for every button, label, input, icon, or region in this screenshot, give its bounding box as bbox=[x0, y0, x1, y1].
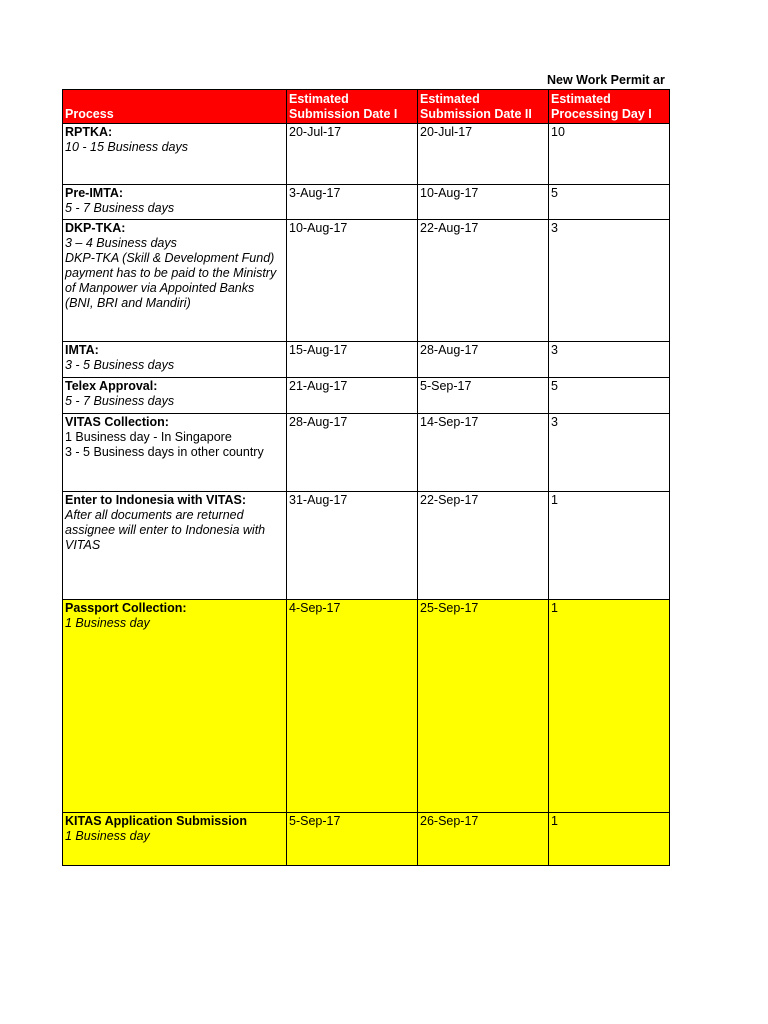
process-name: RPTKA: bbox=[65, 125, 113, 139]
submission-date-2-cell: 5-Sep-17 bbox=[418, 378, 549, 414]
table-row bbox=[63, 220, 670, 342]
processing-day-cell: 5 bbox=[549, 378, 670, 414]
process-cell bbox=[63, 492, 287, 600]
submission-date-2-cell: 14-Sep-17 bbox=[418, 414, 549, 492]
table-row bbox=[63, 813, 670, 866]
submission-date-2-cell: 22-Sep-17 bbox=[418, 492, 549, 600]
process-detail: 10 - 15 Business days bbox=[65, 140, 188, 154]
process-cell bbox=[63, 124, 287, 185]
process-name: Pre-IMTA: bbox=[65, 186, 124, 200]
processing-day-cell: 5 bbox=[549, 185, 670, 220]
submission-date-1-cell: 4-Sep-17 bbox=[287, 600, 418, 813]
process-detail: 3 - 5 Business days bbox=[65, 358, 175, 372]
process-cell bbox=[63, 378, 287, 414]
process-detail: 1 Business day - In Singapore bbox=[65, 430, 232, 444]
table-row bbox=[63, 414, 670, 492]
process-name: DKP-TKA: bbox=[65, 221, 126, 235]
processing-day-cell: 3 bbox=[549, 414, 670, 492]
submission-date-1-cell: 15-Aug-17 bbox=[287, 342, 418, 378]
process-cell bbox=[63, 414, 287, 492]
submission-date-1-cell: 3-Aug-17 bbox=[287, 185, 418, 220]
submission-date-2-cell: 28-Aug-17 bbox=[418, 342, 549, 378]
submission-date-1-cell: 20-Jul-17 bbox=[287, 124, 418, 185]
submission-date-2-cell: 25-Sep-17 bbox=[418, 600, 549, 813]
submission-date-1-cell: 5-Sep-17 bbox=[287, 813, 418, 866]
document-title: New Work Permit ar bbox=[547, 73, 665, 87]
submission-date-1-cell: 31-Aug-17 bbox=[287, 492, 418, 600]
processing-day-cell: 1 bbox=[549, 600, 670, 813]
process-detail: After all documents are returned assignee will enter to Indonesia with VITAS bbox=[65, 508, 266, 552]
table-row bbox=[63, 492, 670, 600]
process-name: Telex Approval: bbox=[65, 379, 158, 393]
process-detail: 5 - 7 Business days bbox=[65, 201, 175, 215]
submission-date-1-cell: 28-Aug-17 bbox=[287, 414, 418, 492]
submission-date-1-cell: 21-Aug-17 bbox=[287, 378, 418, 414]
header-row bbox=[63, 90, 670, 124]
process-detail: 1 Business day bbox=[65, 616, 150, 630]
process-cell bbox=[63, 185, 287, 220]
process-cell bbox=[63, 220, 287, 342]
processing-day-cell: 3 bbox=[549, 342, 670, 378]
header-submission-date-2: Estimated Submission Date II bbox=[418, 90, 549, 124]
process-detail: 3 - 5 Business days in other country bbox=[65, 445, 264, 459]
process-name: VITAS Collection: bbox=[65, 415, 169, 429]
process-cell bbox=[63, 342, 287, 378]
process-name: Passport Collection: bbox=[65, 601, 187, 615]
table-row bbox=[63, 124, 670, 185]
process-cell bbox=[63, 813, 287, 866]
process-cell bbox=[63, 600, 287, 813]
process-detail: DKP-TKA (Skill & Development Fund) payment has to be paid to the Ministry of Manpower via Appointed Banks (BNI, BRI and Mandiri) bbox=[65, 251, 277, 310]
process-detail: 1 Business day bbox=[65, 829, 150, 843]
process-name: Enter to Indonesia with VITAS: bbox=[65, 493, 247, 507]
processing-day-cell: 10 bbox=[549, 124, 670, 185]
submission-date-1-cell: 10-Aug-17 bbox=[287, 220, 418, 342]
submission-date-2-cell: 22-Aug-17 bbox=[418, 220, 549, 342]
processing-day-cell: 3 bbox=[549, 220, 670, 342]
header-processing-day: Estimated Processing Day I bbox=[549, 90, 670, 124]
process-detail: 3 – 4 Business days bbox=[65, 236, 177, 250]
header-submission-date-1: Estimated Submission Date I bbox=[287, 90, 418, 124]
process-detail: 5 - 7 Business days bbox=[65, 394, 175, 408]
table-row bbox=[63, 342, 670, 378]
processing-day-cell: 1 bbox=[549, 813, 670, 866]
title-container bbox=[547, 72, 668, 90]
table-row bbox=[63, 378, 670, 414]
process-name: KITAS Application Submission bbox=[65, 814, 247, 828]
submission-date-2-cell: 20-Jul-17 bbox=[418, 124, 549, 185]
table-row bbox=[63, 185, 670, 220]
header-process: Process bbox=[63, 90, 287, 124]
submission-date-2-cell: 10-Aug-17 bbox=[418, 185, 549, 220]
process-name: IMTA: bbox=[65, 343, 99, 357]
table-body bbox=[63, 124, 670, 866]
table-row bbox=[63, 600, 670, 813]
submission-date-2-cell: 26-Sep-17 bbox=[418, 813, 549, 866]
processing-day-cell: 1 bbox=[549, 492, 670, 600]
work-permit-table bbox=[62, 89, 670, 866]
